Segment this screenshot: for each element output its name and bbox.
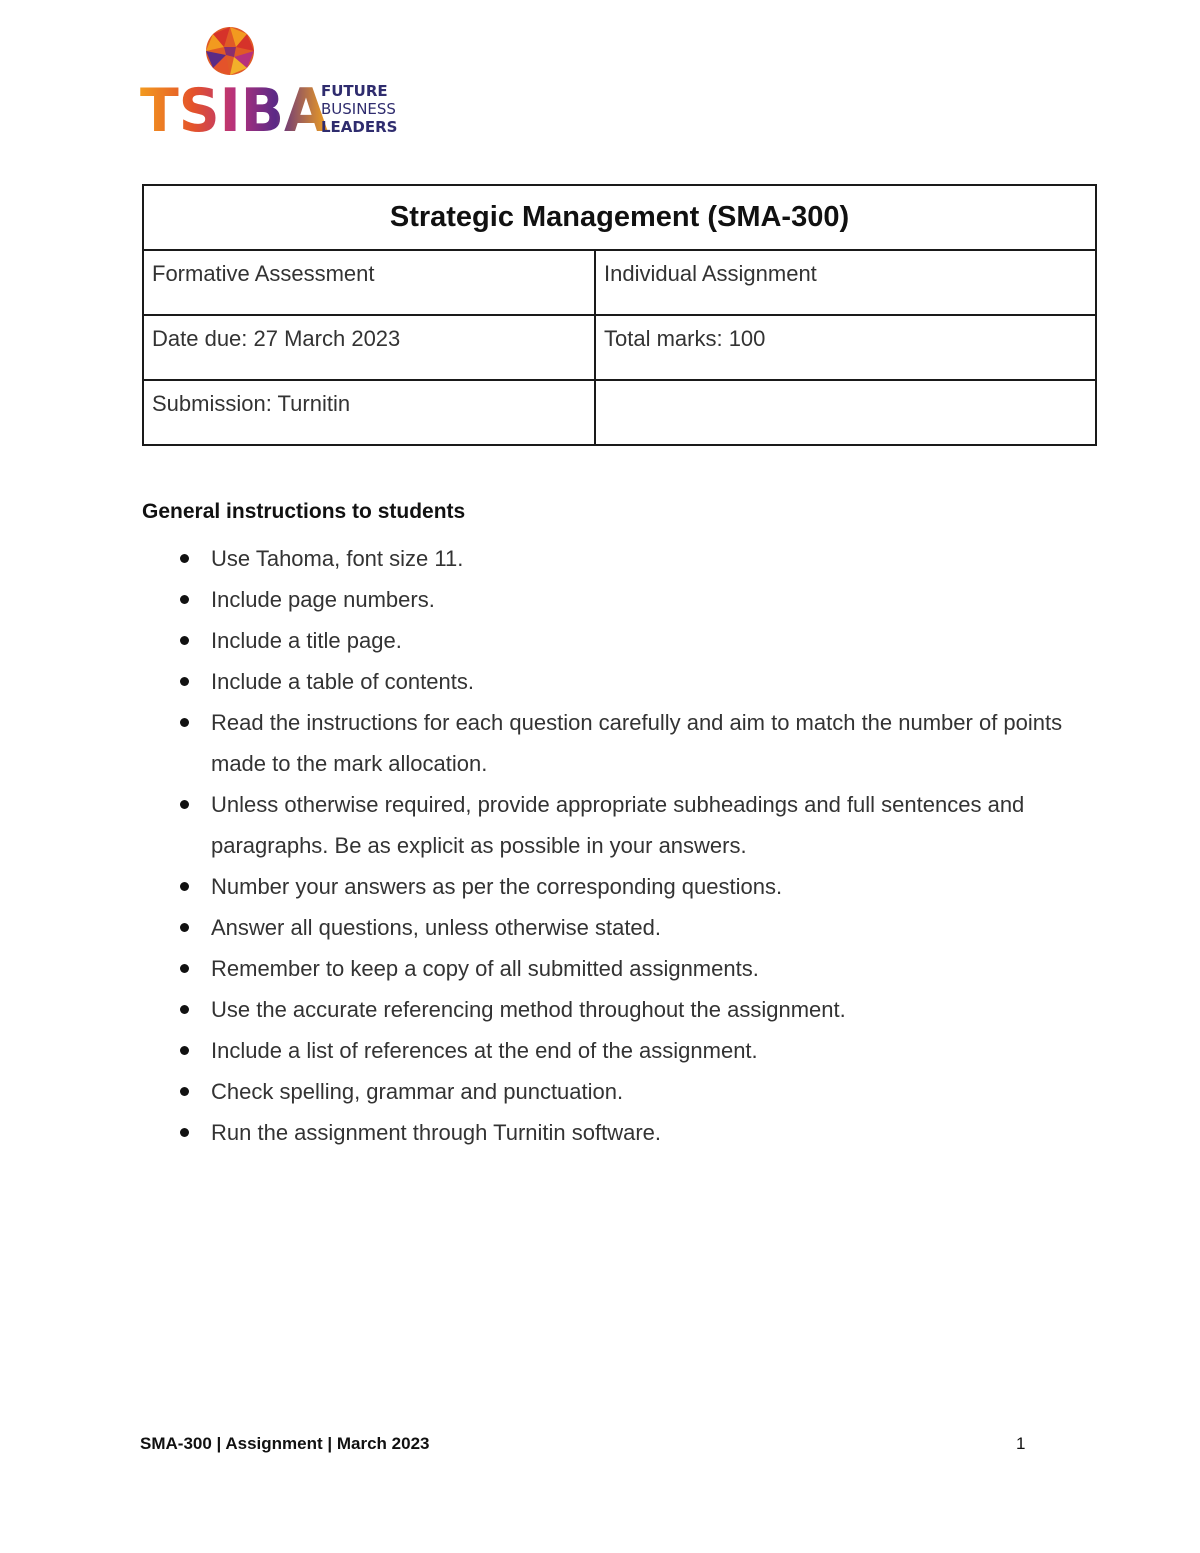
list-item-text: Use Tahoma, font size 11. <box>211 546 464 571</box>
list-item-text: Read the instructions for each question carefully and aim to match the number of points made to the mark allocation. <box>211 710 1063 776</box>
course-title: Strategic Management (SMA-300) <box>143 185 1096 250</box>
footer-text: SMA-300 | Assignment | March 2023 <box>140 1434 430 1453</box>
bullet-icon <box>180 595 189 604</box>
list-item <box>142 948 1102 989</box>
list-item-text: Unless otherwise required, provide appropriate subheadings and full sentences and paragraphs. Be as explicit as possible in your answers. <box>211 792 1025 858</box>
list-item <box>142 661 1102 702</box>
list-item <box>142 538 1102 579</box>
assignment-type-cell: Individual Assignment <box>595 250 1096 315</box>
bullet-icon <box>180 882 189 891</box>
bullet-icon <box>180 718 189 727</box>
instruction-list <box>142 538 1102 1153</box>
list-item <box>142 866 1102 907</box>
list-item-text: Check spelling, grammar and punctuation. <box>211 1079 624 1104</box>
list-item <box>142 784 1102 866</box>
list-item <box>142 907 1102 948</box>
svg-text:LEADERS: LEADERS <box>321 118 398 136</box>
bullet-icon <box>180 1046 189 1055</box>
due-date-cell: Date due: 27 March 2023 <box>143 315 595 380</box>
list-item <box>142 702 1102 784</box>
list-item-text: Answer all questions, unless otherwise stated. <box>211 915 662 940</box>
bullet-icon <box>180 964 189 973</box>
table-row <box>143 315 1096 380</box>
list-item-text: Remember to keep a copy of all submitted assignments. <box>211 956 759 981</box>
table-row <box>143 380 1096 445</box>
total-marks-cell: Total marks: 100 <box>595 315 1096 380</box>
list-item-text: Include a table of contents. <box>211 669 474 694</box>
bullet-icon <box>180 636 189 645</box>
page-number: 1 <box>1016 1434 1026 1453</box>
logo-emblem <box>206 27 254 75</box>
list-item <box>142 1071 1102 1112</box>
bullet-icon <box>180 677 189 686</box>
list-item <box>142 989 1102 1030</box>
bullet-icon <box>180 554 189 563</box>
list-item <box>142 620 1102 661</box>
submission-cell: Submission: Turnitin <box>143 380 595 445</box>
bullet-icon <box>180 1087 189 1096</box>
list-item <box>142 1030 1102 1071</box>
list-item-text: Include a list of references at the end of the assignment. <box>211 1038 758 1063</box>
list-item <box>142 1112 1102 1153</box>
list-item-text: Include a title page. <box>211 628 402 653</box>
svg-text:BUSINESS: BUSINESS <box>321 100 396 118</box>
list-item <box>142 579 1102 620</box>
svg-text:FUTURE: FUTURE <box>321 82 388 100</box>
assessment-info-table <box>142 184 1097 446</box>
empty-cell <box>595 380 1096 445</box>
bullet-icon <box>180 1005 189 1014</box>
list-item-text: Number your answers as per the corresponding questions. <box>211 874 783 899</box>
list-item-text: Use the accurate referencing method throughout the assignment. <box>211 997 846 1022</box>
instructions-heading: General instructions to students <box>142 500 466 523</box>
bullet-icon <box>180 923 189 932</box>
list-item-text: Run the assignment through Turnitin software. <box>211 1120 662 1145</box>
list-item-text: Include page numbers. <box>211 587 435 612</box>
table-row <box>143 250 1096 315</box>
bullet-icon <box>180 800 189 809</box>
bullet-icon <box>180 1128 189 1137</box>
assessment-type-cell: Formative Assessment <box>143 250 595 315</box>
svg-text:TSIBA: TSIBA <box>140 76 329 136</box>
tsiba-logo <box>140 24 410 136</box>
